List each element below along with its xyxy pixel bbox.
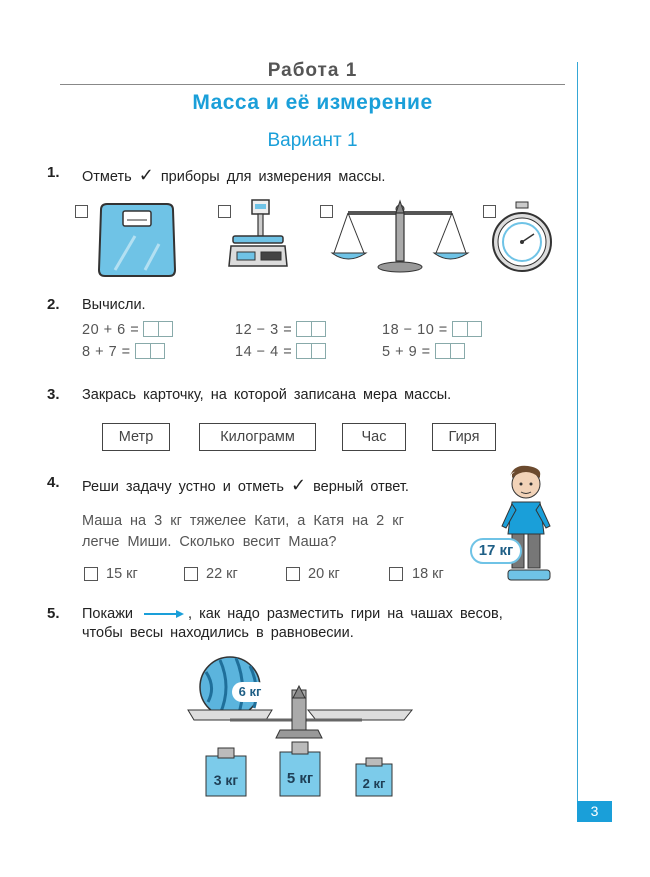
option-18-label: 18 кг: [412, 566, 444, 582]
task-1-text-before: Отметь: [82, 169, 132, 185]
answer-box[interactable]: [135, 343, 165, 359]
bathroom-scale-icon: [95, 200, 180, 280]
card-weight[interactable]: Гиря: [432, 423, 496, 451]
task-3-text: Закрась карточку, на которой записана мера массы.: [82, 387, 452, 403]
checkmark-icon: ✓: [290, 475, 307, 495]
checkmark-icon: ✓: [138, 165, 154, 185]
task-2-text: Вычисли.: [82, 297, 146, 313]
arrow-right-icon: [142, 609, 186, 619]
problem-line-1: Маша на 3 кг тяжелее Кати, а Катя на 2 кг: [82, 513, 404, 529]
task-4-text-before: Реши задачу устно и отметь: [82, 479, 284, 495]
topic-title: Масса и её измерение: [192, 91, 433, 114]
checkbox-option-15[interactable]: [84, 567, 98, 581]
task-1-text-after: приборы для измерения массы.: [160, 169, 386, 185]
expression-2-text: 12 − 3 =: [235, 322, 293, 338]
expression-4: [82, 343, 165, 360]
problem-line-2: легче Миши. Сколько весит Маша?: [82, 534, 337, 550]
weight-3kg[interactable]: 3 кг: [213, 772, 239, 788]
answer-box[interactable]: [452, 321, 482, 337]
task-5-text-before: Покажи: [82, 606, 134, 622]
task-4-text-after: верный ответ.: [313, 479, 409, 495]
task-1-text: [82, 165, 385, 186]
expression-2: [235, 321, 326, 338]
option-15-label: 15 кг: [106, 566, 138, 582]
option-20-label: 20 кг: [308, 566, 340, 582]
task-1-number: 1.: [47, 164, 60, 181]
expression-1-text: 20 + 6 =: [82, 322, 140, 338]
watermelon-label: 6 кг: [232, 682, 268, 702]
task-2-number: 2.: [47, 296, 60, 313]
card-hour[interactable]: Час: [342, 423, 406, 451]
answer-box[interactable]: [296, 321, 326, 337]
weight-5kg[interactable]: 5 кг: [286, 770, 314, 787]
expression-1: [82, 321, 173, 338]
checkbox-option-20[interactable]: [286, 567, 300, 581]
weight-2kg[interactable]: 2 кг: [362, 776, 386, 791]
header-divider: [60, 84, 565, 85]
task-5-line-2: чтобы весы находились в равновесии.: [82, 625, 354, 641]
checkbox-option-18[interactable]: [389, 567, 403, 581]
expression-6: [382, 343, 465, 360]
expression-4-text: 8 + 7 =: [82, 344, 131, 360]
boy-on-scale-illustration: [470, 462, 565, 590]
card-meter[interactable]: Метр: [102, 423, 170, 451]
expression-5-text: 14 − 4 =: [235, 344, 293, 360]
answer-box[interactable]: [143, 321, 173, 337]
scale-reading: 17 кг: [478, 542, 514, 559]
stopwatch-icon: [490, 200, 555, 275]
task-4-text: [82, 475, 409, 496]
expression-5: [235, 343, 326, 360]
work-title: Работа 1: [267, 60, 358, 81]
answer-box[interactable]: [435, 343, 465, 359]
checkbox-option-22[interactable]: [184, 567, 198, 581]
task-5-number: 5.: [47, 605, 60, 622]
option-22-label: 22 кг: [206, 566, 238, 582]
task-5-text-after: , как надо разместить гири на чашах весов,: [188, 606, 503, 622]
answer-box[interactable]: [296, 343, 326, 359]
scale-reading-bubble: [470, 538, 522, 564]
task-5-line-1: [82, 606, 503, 622]
variant-label: Вариант 1: [267, 130, 358, 151]
expression-3: [382, 321, 482, 338]
task-4-number: 4.: [47, 474, 60, 491]
balance-scale-icon: [330, 197, 470, 277]
electronic-scale-icon: [225, 196, 290, 276]
checkbox-bathroom-scale[interactable]: [75, 205, 88, 218]
expression-3-text: 18 − 10 =: [382, 322, 448, 338]
margin-rule: [577, 62, 578, 802]
task-3-number: 3.: [47, 386, 60, 403]
expression-6-text: 5 + 9 =: [382, 344, 431, 360]
card-kilogram[interactable]: Килограмм: [199, 423, 316, 451]
page-number: 3: [577, 801, 612, 822]
